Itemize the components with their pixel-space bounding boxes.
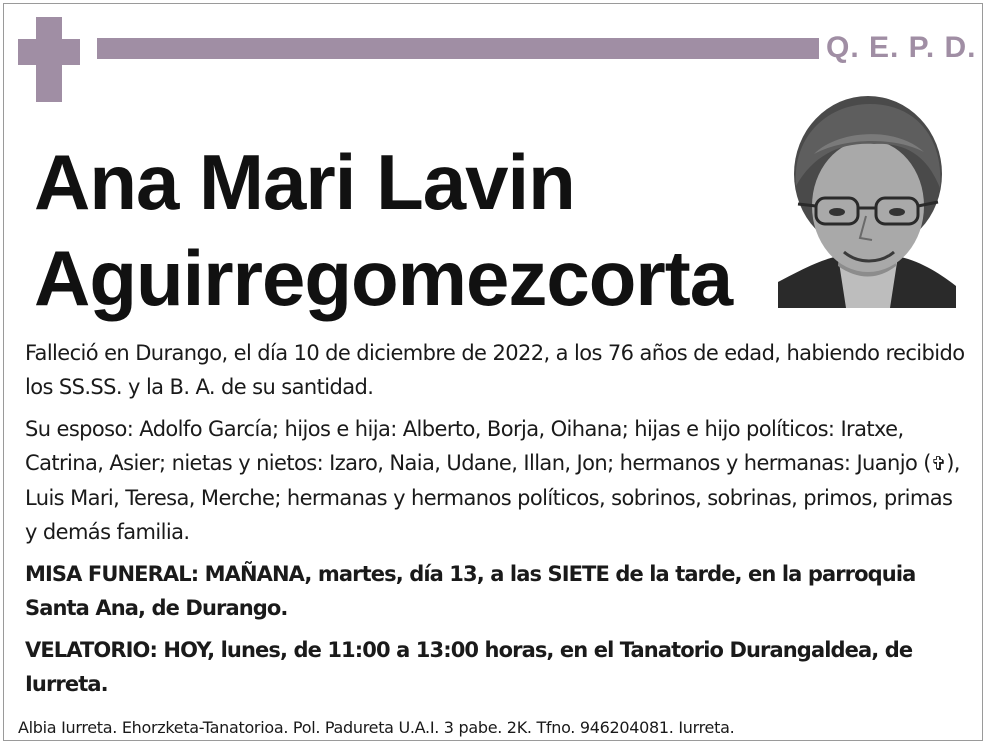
name-line-2: Aguirregomezcorta xyxy=(34,234,733,322)
name-line-1: Ana Mari Lavin xyxy=(34,138,575,226)
funeral-home-footer: Albia Iurreta. Ehorzketa-Tanatorioa. Pol. Padureta U.A.I. 3 pabe. 2K. Tfno. 946204081. Iurreta. xyxy=(18,718,735,737)
header-bar xyxy=(97,38,819,59)
family-list-part-2: ), Luis Mari, Teresa, Merche; hermanas y hermanos políticos, sobrinos, sobrinas, primos, primas y demás familia. xyxy=(25,451,960,544)
deceased-cross-icon: ✞ xyxy=(930,453,947,475)
death-announcement: Falleció en Durango, el día 10 de diciembre de 2022, a los 76 años de edad, habiendo recibido los SS.SS. y la B. A. de su santidad. xyxy=(25,341,965,399)
family-list-part-1: Su esposo: Adolfo García; hijos e hija: Alberto, Borja, Oihana; hijas e hijo políticos: Iratxe, Catrina, Asier; nietas y nietos: Izaro, Naia, Udane, Illan, Jon; hermanos y hermanas: Juanjo ( xyxy=(25,417,931,475)
funeral-mass: MISA FUNERAL: MAÑANA, martes, día 13, a las SIETE de la tarde, en la parroquia Santa Ana, de Durango. xyxy=(25,562,916,620)
wake-info: VELATORIO: HOY, lunes, de 11:00 a 13:00 horas, en el Tanatorio Durangaldea, de Iurreta. xyxy=(25,638,913,696)
cross-icon-arm xyxy=(18,39,80,65)
notice-body xyxy=(25,336,970,709)
deceased-name xyxy=(34,134,732,326)
family-list xyxy=(25,412,970,549)
portrait-photo xyxy=(778,96,956,308)
qepd-label: Q. E. P. D. xyxy=(826,31,977,64)
